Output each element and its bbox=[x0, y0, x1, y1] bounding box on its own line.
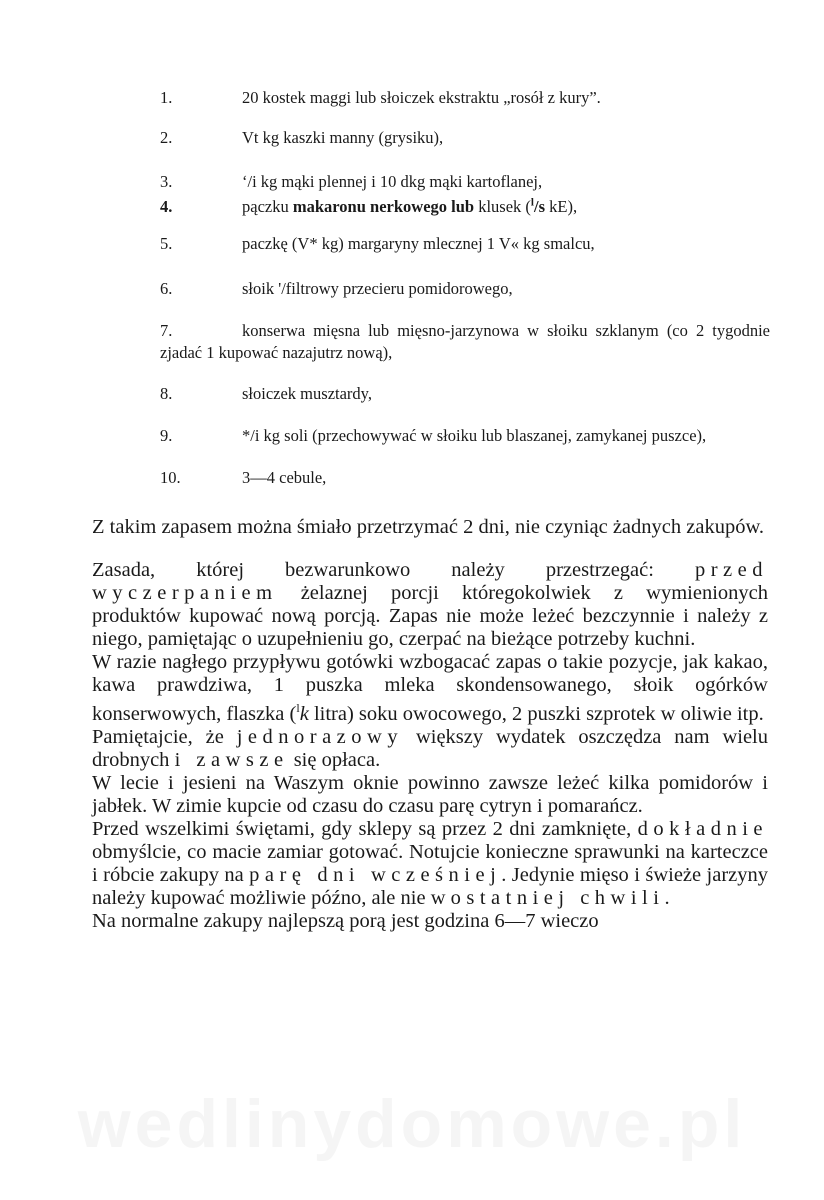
list-item bbox=[160, 425, 706, 447]
list-item bbox=[160, 171, 542, 193]
list-item-text: Vt kg kaszki manny (grysiku), bbox=[242, 128, 444, 147]
list-item bbox=[160, 320, 770, 364]
list-item-text: pączku makaronu nerkowego lub klusek ($^l$/s kE), bbox=[242, 196, 578, 216]
list-item-number: 1. bbox=[160, 88, 173, 107]
list-item-number: 8. bbox=[160, 384, 173, 403]
list-item-number: 9. bbox=[160, 426, 173, 445]
list-item bbox=[160, 127, 443, 149]
list-item-number: 4. bbox=[160, 196, 173, 216]
list-item bbox=[160, 233, 595, 255]
list-item-number: 3. bbox=[160, 172, 173, 191]
list-item bbox=[160, 87, 601, 109]
paragraph: Na normalne zakupy najlepszą porą jest godzina 6—7 wieczo bbox=[92, 909, 599, 932]
list-item-text: ‘/i kg mąki plennej i 10 dkg mąki kartoflanej, bbox=[242, 172, 543, 191]
list-item-text: słoik '/filtrowy przecieru pomidorowego, bbox=[242, 279, 513, 298]
paragraph: Pamiętajcie, że jednorazowy większy wydatek oszczędza nam wielu drobnych i zawsze się opłaca. bbox=[92, 725, 768, 771]
paragraph: Przed wszelkimi świętami, gdy sklepy są przez 2 dni zamknięte, dokładnie obmyślcie, co macie zamiar gotować. Notujcie konieczne sprawunki na karteczce i róbcie zakupy na parę dni wcześniej. Jedynie mięso i świeże jarzyny należy kupować możliwie późno, ale nie w ostatniej chwili. bbox=[92, 817, 769, 909]
list-item bbox=[160, 278, 513, 300]
list-item-text: 20 kostek maggi lub słoiczek ekstraktu „rosół z kury”. bbox=[242, 88, 601, 107]
list-item-number: 5. bbox=[160, 234, 173, 253]
list-item-number: 6. bbox=[160, 279, 173, 298]
body-text bbox=[92, 516, 768, 933]
paragraph: Z takim zapasem można śmiało przetrzymać 2 dni, nie czyniąc żadnych zakupów. bbox=[92, 516, 765, 538]
list-item bbox=[160, 467, 326, 489]
list-item-text: */i kg soli (przechowywać w słoiku lub blaszanej, zamykanej puszce), bbox=[242, 426, 707, 445]
watermark: wedlinydomowe.pl bbox=[77, 1086, 747, 1162]
paragraph: W lecie i jesieni na Waszym oknie powinno zawsze leżeć kilka pomidorów i jabłek. W zimie kupcie od czasu do czasu parę cytryn i pomarańcz. bbox=[92, 771, 768, 817]
list-item-number: 7. bbox=[160, 321, 173, 340]
list-item-text: konserwa mięsna lub mięsno-jarzynowa w słoiku szklanym (co 2 tygodnie zjadać 1 kupować nazajutrz nową), bbox=[160, 321, 770, 362]
list-item bbox=[160, 383, 372, 405]
list-item-text: 3—4 cebule, bbox=[242, 468, 327, 487]
list-item bbox=[160, 191, 577, 218]
paragraph: W razie nagłego przypływu gotówki wzbogacać zapas o takie pozycje, jak kakao, kawa prawdziwa, 1 puszka mleka skondensowanego, słoik ogórków konserwowych, flaszka ($^l$k litra) soku owocowego, 2 puszki szprotek w oliwie itp. bbox=[92, 651, 768, 725]
list-item-text: paczkę (V* kg) margaryny mlecznej 1 V« kg smalcu, bbox=[242, 234, 595, 253]
list-item-number: 2. bbox=[160, 128, 173, 147]
paragraph: Zasada, której bezwarunkowo należy przestrzegać: przed wyczerpaniem żelaznej porcji któregokolwiek z wymienionych produktów kupować nową porcją. Zapas nie może leżeć bezczynnie i należy z niego, pamiętając o uzupełnieniu go, czerpać na bieżące potrzeby kuchni. bbox=[92, 559, 768, 650]
list-item-number: 10. bbox=[160, 468, 181, 487]
list-item-text: słoiczek musztardy, bbox=[242, 384, 372, 403]
